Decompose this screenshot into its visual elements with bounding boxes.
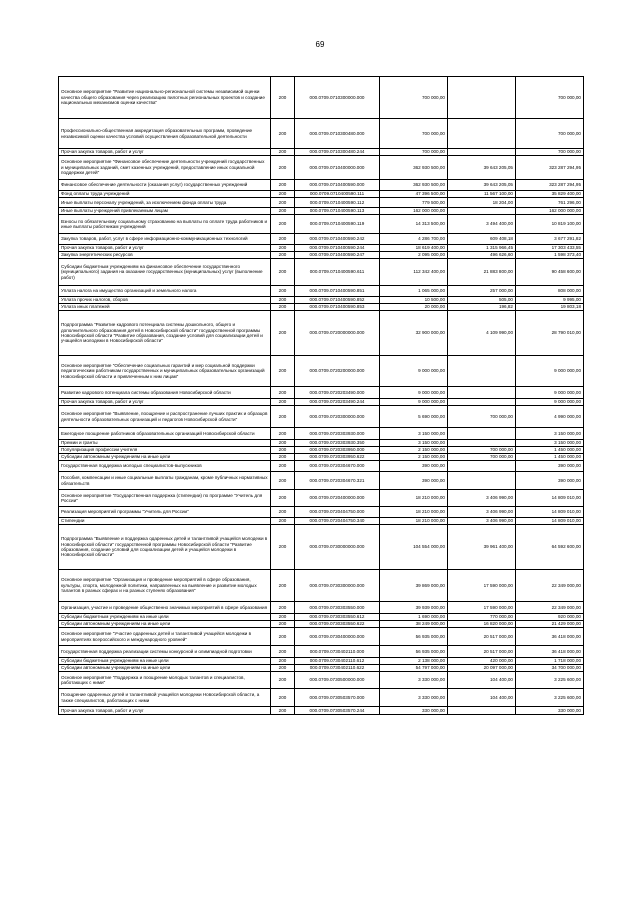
row-name-cell: Профессионально-общественная аккредитация образовательных программ, проведение независимой оценки качества условий осуществления образовательной деятельности: [59, 119, 271, 149]
row-kvsr-cell: 200: [271, 672, 295, 689]
row-change-cell: 20 517 000,00: [448, 628, 516, 646]
row-change-cell: [448, 428, 516, 440]
row-kvsr-cell: 200: [271, 180, 295, 191]
row-code-cell: 000.0709.0710400590.853: [295, 304, 380, 311]
row-change-cell: 18 204,00: [448, 198, 516, 208]
row-kvsr-cell: 200: [271, 440, 295, 447]
row-code-cell: 000.0709.0730303550.612: [295, 614, 380, 621]
row-amount-cell: 32 900 000,00: [380, 311, 448, 356]
row-total-cell: 64 592 600,00: [516, 525, 584, 570]
row-name-cell: Стипендии: [59, 518, 271, 525]
row-kvsr-cell: 200: [271, 689, 295, 707]
table-row: [59, 672, 584, 689]
row-amount-cell: 39 939 000,00: [380, 602, 448, 614]
table-row: [59, 621, 584, 628]
row-amount-cell: 2 150 000,00: [380, 447, 448, 454]
row-name-cell: Прочая закупка товаров, работ и услуг: [59, 245, 271, 252]
row-code-cell: 000.0709.0710400590.851: [295, 286, 380, 297]
row-code-cell: 000.0709.0710400590.112: [295, 198, 380, 208]
row-amount-cell: 700 000,00: [380, 77, 448, 119]
row-change-cell: 700 000,00: [448, 406, 516, 428]
row-kvsr-cell: 200: [271, 252, 295, 259]
row-change-cell: [448, 387, 516, 399]
row-total-cell: 1 598 373,40: [516, 252, 584, 259]
row-amount-cell: 362 930 500,00: [380, 156, 448, 180]
table-row: [59, 297, 584, 304]
table-row: [59, 406, 584, 428]
row-code-cell: 000.0709.0720300000.000: [295, 406, 380, 428]
table-row: [59, 490, 584, 507]
row-kvsr-cell: 200: [271, 356, 295, 387]
row-name-cell: Субсидии автономным учреждениям на иные цели: [59, 621, 271, 628]
row-total-cell: 9 995,00: [516, 297, 584, 304]
row-amount-cell: 5 690 000,00: [380, 406, 448, 428]
row-kvsr-cell: 200: [271, 119, 295, 149]
row-code-cell: 000.0709.0720303950.000: [295, 447, 380, 454]
table-row: [59, 507, 584, 518]
row-total-cell: 28 790 010,00: [516, 311, 584, 356]
table-row: [59, 77, 584, 119]
row-name-cell: Реализация мероприятий программы "Учитель для России": [59, 507, 271, 518]
row-name-cell: Пособия, компенсации и иные социальные выплаты гражданам, кроме публичных нормативных обязательств: [59, 472, 271, 490]
row-code-cell: 000.0709.0710400590.000: [295, 180, 380, 191]
row-amount-cell: 20 000,00: [380, 304, 448, 311]
row-name-cell: Уплата прочих налогов, сборов: [59, 297, 271, 304]
row-change-cell: [448, 77, 516, 119]
row-change-cell: 1 315 966,45: [448, 245, 516, 252]
row-change-cell: 104 400,00: [448, 672, 516, 689]
table-row: [59, 447, 584, 454]
table-row: [59, 570, 584, 602]
row-change-cell: 16 820 000,00: [448, 621, 516, 628]
row-amount-cell: 390 000,00: [380, 472, 448, 490]
row-total-cell: 3 225 600,00: [516, 672, 584, 689]
budget-table-body: [59, 77, 584, 715]
row-kvsr-cell: 200: [271, 507, 295, 518]
row-amount-cell: 779 500,00: [380, 198, 448, 208]
row-name-cell: Организация, участие и проведение общественно значимых мероприятий в сфере образования: [59, 602, 271, 614]
table-row: [59, 304, 584, 311]
row-total-cell: 700 000,00: [516, 77, 584, 119]
row-kvsr-cell: 200: [271, 570, 295, 602]
row-code-cell: 000.0709.0710400590.119: [295, 215, 380, 234]
table-row: [59, 198, 584, 208]
row-code-cell: 000.0709.0730503570.244: [295, 707, 380, 715]
row-change-cell: 17 590 000,00: [448, 570, 516, 602]
row-amount-cell: 47 396 500,00: [380, 191, 448, 198]
table-row: [59, 208, 584, 215]
row-code-cell: 000.0709.0710400590.111: [295, 191, 380, 198]
row-code-cell: 000.0709.0710400590.242: [295, 234, 380, 245]
row-change-cell: [448, 461, 516, 472]
row-kvsr-cell: 200: [271, 461, 295, 472]
row-amount-cell: 1 065 000,00: [380, 286, 448, 297]
row-amount-cell: 56 935 000,00: [380, 646, 448, 658]
row-code-cell: 000.0709.0720304670.000: [295, 461, 380, 472]
table-row: [59, 387, 584, 399]
table-row: [59, 707, 584, 715]
row-kvsr-cell: 200: [271, 387, 295, 399]
row-total-cell: 36 418 000,00: [516, 646, 584, 658]
row-amount-cell: 3 330 000,00: [380, 672, 448, 689]
row-kvsr-cell: 200: [271, 614, 295, 621]
row-change-cell: 104 400,00: [448, 689, 516, 707]
row-total-cell: 34 700 000,00: [516, 665, 584, 672]
row-amount-cell: 162 000 000,00: [380, 208, 448, 215]
row-name-cell: Иные выплаты учреждений привлекаемым лицам: [59, 208, 271, 215]
row-change-cell: 3 406 990,00: [448, 507, 516, 518]
row-change-cell: 17 590 000,00: [448, 602, 516, 614]
row-code-cell: 000.0709.0720203490.244: [295, 399, 380, 406]
row-change-cell: 20 097 000,00: [448, 665, 516, 672]
row-name-cell: Уплата иных платежей: [59, 304, 271, 311]
row-total-cell: 22 349 000,00: [516, 570, 584, 602]
row-code-cell: 000.0709.0720304670.321: [295, 472, 380, 490]
row-amount-cell: 2 095 000,00: [380, 252, 448, 259]
table-row: [59, 518, 584, 525]
row-code-cell: 000.0709.0730303550.000: [295, 602, 380, 614]
row-kvsr-cell: 200: [271, 297, 295, 304]
row-kvsr-cell: 200: [271, 602, 295, 614]
row-change-cell: 496 626,60: [448, 252, 516, 259]
row-name-cell: Основное мероприятие "Финансовое обеспечение деятельности учреждений государственных и муниципальных заданий, смет казенных учреждений, предоставление иных социальной поддержки детей": [59, 156, 271, 180]
table-row: [59, 472, 584, 490]
row-name-cell: Подпрограмма "Выявление и поддержка одаренных детей и талантливой учащейся молодежи в Новосибирской области" государственной программы Новосибирской области "Развитие образования, создание условий для социализации детей и учащейся молодежи в Новосибирской области": [59, 525, 271, 570]
row-total-cell: 808 000,00: [516, 286, 584, 297]
row-amount-cell: 362 930 500,00: [380, 180, 448, 191]
row-code-cell: 000.0709.0710300480.244: [295, 149, 380, 156]
row-total-cell: 14 809 010,00: [516, 518, 584, 525]
row-kvsr-cell: 200: [271, 665, 295, 672]
row-kvsr-cell: 200: [271, 454, 295, 461]
row-kvsr-cell: 200: [271, 234, 295, 245]
row-change-cell: 20 517 000,00: [448, 646, 516, 658]
row-total-cell: 21 429 000,00: [516, 621, 584, 628]
table-row: [59, 286, 584, 297]
row-kvsr-cell: 200: [271, 311, 295, 356]
row-name-cell: Закупка энергетических ресурсов: [59, 252, 271, 259]
row-code-cell: 000.0709.0720303930.350: [295, 440, 380, 447]
row-change-cell: 770 000,00: [448, 614, 516, 621]
row-amount-cell: 9 000 000,00: [380, 399, 448, 406]
row-change-cell: 700 000,00: [448, 447, 516, 454]
row-name-cell: Взносы по обязательному социальному страхованию на выплаты по оплате труда работников и иные выплаты работникам учреждений: [59, 215, 271, 234]
row-code-cell: 000.0709.0720404750.000: [295, 507, 380, 518]
table-row: [59, 614, 584, 621]
row-amount-cell: 4 286 700,00: [380, 234, 448, 245]
row-amount-cell: 56 935 000,00: [380, 628, 448, 646]
row-name-cell: Премии и гранты: [59, 440, 271, 447]
row-amount-cell: 9 000 000,00: [380, 356, 448, 387]
row-change-cell: [448, 707, 516, 715]
row-total-cell: 19 803,18: [516, 304, 584, 311]
row-code-cell: 000.0709.0730300000.000: [295, 570, 380, 602]
row-kvsr-cell: 200: [271, 245, 295, 252]
table-row: [59, 149, 584, 156]
row-change-cell: 700 000,00: [448, 454, 516, 461]
table-row: [59, 689, 584, 707]
row-code-cell: 000.0709.0730503570.000: [295, 689, 380, 707]
row-name-cell: Прочая закупка товаров, работ и услуг: [59, 399, 271, 406]
row-name-cell: Развитие кадрового потенциала системы образования Новосибирской области: [59, 387, 271, 399]
row-amount-cell: 54 797 000,00: [380, 665, 448, 672]
row-amount-cell: 18 210 000,00: [380, 507, 448, 518]
table-row: [59, 658, 584, 665]
row-amount-cell: 112 342 400,00: [380, 259, 448, 286]
row-amount-cell: 2 138 000,00: [380, 658, 448, 665]
row-amount-cell: 1 690 000,00: [380, 614, 448, 621]
row-kvsr-cell: 200: [271, 77, 295, 119]
row-kvsr-cell: 200: [271, 399, 295, 406]
table-row: [59, 646, 584, 658]
row-kvsr-cell: 200: [271, 490, 295, 507]
row-kvsr-cell: 200: [271, 447, 295, 454]
row-amount-cell: 3 330 000,00: [380, 689, 448, 707]
row-kvsr-cell: 200: [271, 215, 295, 234]
row-change-cell: 3 406 990,00: [448, 518, 516, 525]
row-name-cell: Основное мероприятие "Выявление, поощрение и распространение лучших практик и образцов деятельности образовательных организаций и педагогов Новосибирской области": [59, 406, 271, 428]
row-amount-cell: 390 000,00: [380, 461, 448, 472]
row-total-cell: 22 349 000,00: [516, 602, 584, 614]
row-change-cell: [448, 356, 516, 387]
row-change-cell: [448, 208, 516, 215]
row-kvsr-cell: 200: [271, 518, 295, 525]
table-row: [59, 628, 584, 646]
row-kvsr-cell: 200: [271, 208, 295, 215]
row-code-cell: 000.0709.0720404750.340: [295, 518, 380, 525]
row-change-cell: [448, 440, 516, 447]
row-change-cell: [448, 472, 516, 490]
row-name-cell: Основное мероприятие "Обеспечение социальных гарантий и мер социальной поддержки педагогическим работникам государственных и муниципальных образовательных организаций Новосибирской области и привлеченным к ним лицам": [59, 356, 271, 387]
row-total-cell: 3 150 000,00: [516, 440, 584, 447]
row-total-cell: 9 000 000,00: [516, 399, 584, 406]
row-amount-cell: 14 313 500,00: [380, 215, 448, 234]
row-kvsr-cell: 200: [271, 406, 295, 428]
row-name-cell: Поощрение одаренных детей и талантливой учащейся молодежи Новосибирской области, а также специалистов, работающих с ними: [59, 689, 271, 707]
row-kvsr-cell: 200: [271, 525, 295, 570]
row-code-cell: 000.0709.0730400000.000: [295, 628, 380, 646]
row-total-cell: 9 000 000,00: [516, 356, 584, 387]
table-row: [59, 156, 584, 180]
row-total-cell: 3 225 600,00: [516, 689, 584, 707]
row-code-cell: 000.0709.0720000000.000: [295, 311, 380, 356]
row-total-cell: 761 296,00: [516, 198, 584, 208]
row-change-cell: 3 494 400,00: [448, 215, 516, 234]
row-name-cell: Основное мероприятие "Организация и проведение мероприятий в сфере образования, культуры, спорта, молодежной политики, направленных на выявление и развитие молодых талантов в разных сферах и на разных ступенях образования": [59, 570, 271, 602]
row-kvsr-cell: 200: [271, 646, 295, 658]
row-name-cell: Субсидии автономным учреждениям на иные цели: [59, 665, 271, 672]
row-name-cell: Субсидии бюджетным учреждениям на финансовое обеспечение государственного (муниципального) задания на оказание государственных (муниципальных) услуг (выполнение работ): [59, 259, 271, 286]
row-change-cell: 257 000,00: [448, 286, 516, 297]
table-row: [59, 440, 584, 447]
row-total-cell: 3 677 291,82: [516, 234, 584, 245]
row-change-cell: 21 883 800,00: [448, 259, 516, 286]
row-total-cell: 9 000 000,00: [516, 387, 584, 399]
row-amount-cell: 38 249 000,00: [380, 621, 448, 628]
row-name-cell: Закупка товаров, работ, услуг в сфере информационно-коммуникационных технологий: [59, 234, 271, 245]
table-row: [59, 602, 584, 614]
row-name-cell: Прочая закупка товаров, работ и услуг: [59, 149, 271, 156]
row-amount-cell: 18 619 400,00: [380, 245, 448, 252]
row-name-cell: Прочая закупка товаров, работ и услуг: [59, 707, 271, 715]
row-name-cell: Субсидии бюджетным учреждениям на иные цели: [59, 614, 271, 621]
row-total-cell: 162 000 000,00: [516, 208, 584, 215]
row-code-cell: 000.0709.0730402110.622: [295, 665, 380, 672]
table-row: [59, 665, 584, 672]
row-change-cell: 39 643 205,05: [448, 156, 516, 180]
table-row: [59, 119, 584, 149]
row-amount-cell: 2 150 000,00: [380, 454, 448, 461]
row-amount-cell: 3 150 000,00: [380, 440, 448, 447]
row-amount-cell: 104 554 000,00: [380, 525, 448, 570]
row-change-cell: [448, 119, 516, 149]
row-change-cell: 11 567 100,00: [448, 191, 516, 198]
row-name-cell: Субсидии автономным учреждениям на иные цели: [59, 454, 271, 461]
row-name-cell: Основное мероприятие "Поддержка и поощрение молодых талантов и специалистов, работающих с ними": [59, 672, 271, 689]
row-code-cell: 000.0709.0710300480.000: [295, 119, 380, 149]
table-row: [59, 180, 584, 191]
row-change-cell: 505,00: [448, 297, 516, 304]
row-kvsr-cell: 200: [271, 707, 295, 715]
row-kvsr-cell: 200: [271, 259, 295, 286]
table-row: [59, 245, 584, 252]
row-kvsr-cell: 200: [271, 472, 295, 490]
row-amount-cell: 9 000 000,00: [380, 387, 448, 399]
row-name-cell: Ежегодное поощрение работников образовательных организаций Новосибирской области: [59, 428, 271, 440]
row-change-cell: 420 000,00: [448, 658, 516, 665]
row-total-cell: 323 287 294,95: [516, 180, 584, 191]
row-code-cell: 000.0709.0710400000.000: [295, 156, 380, 180]
row-total-cell: 90 458 600,00: [516, 259, 584, 286]
row-kvsr-cell: 200: [271, 621, 295, 628]
table-row: [59, 356, 584, 387]
row-code-cell: 000.0709.0710400590.611: [295, 259, 380, 286]
row-total-cell: 17 303 433,55: [516, 245, 584, 252]
table-row: [59, 311, 584, 356]
row-total-cell: 4 990 000,00: [516, 406, 584, 428]
row-name-cell: Основное мероприятие "Государственная поддержка (стипендии) по программе "Учитель для России": [59, 490, 271, 507]
row-amount-cell: 330 000,00: [380, 707, 448, 715]
row-total-cell: 390 000,00: [516, 472, 584, 490]
row-kvsr-cell: 200: [271, 156, 295, 180]
row-code-cell: 000.0709.0730000000.000: [295, 525, 380, 570]
row-change-cell: 609 408,18: [448, 234, 516, 245]
row-total-cell: 1 450 000,00: [516, 447, 584, 454]
row-code-cell: 000.0709.0710400590.852: [295, 297, 380, 304]
table-row: [59, 399, 584, 406]
row-kvsr-cell: 200: [271, 628, 295, 646]
row-amount-cell: 700 000,00: [380, 119, 448, 149]
row-amount-cell: 39 869 000,00: [380, 570, 448, 602]
page-number: 69: [315, 40, 325, 49]
row-name-cell: Финансовое обеспечение деятельности (оказания услуг) государственных учреждений: [59, 180, 271, 191]
table-row: [59, 428, 584, 440]
row-kvsr-cell: 200: [271, 198, 295, 208]
row-change-cell: 39 961 400,00: [448, 525, 516, 570]
row-code-cell: 000.0709.0720303950.622: [295, 454, 380, 461]
table-row: [59, 234, 584, 245]
row-name-cell: Основное мероприятие "Участие одаренных детей и талантливой учащейся молодежи в мероприятиях всероссийского и международного уровней": [59, 628, 271, 646]
row-code-cell: 000.0709.0710400590.247: [295, 252, 380, 259]
row-change-cell: [448, 149, 516, 156]
table-row: [59, 525, 584, 570]
row-total-cell: 390 000,00: [516, 461, 584, 472]
row-name-cell: Основное мероприятие "Развитие национально-региональной системы независимой оценки качества общего образования через реализацию пилотных региональных проектов и создание национальных механизмов оценки качества": [59, 77, 271, 119]
row-total-cell: 1 718 000,00: [516, 658, 584, 665]
row-change-cell: 3 406 990,00: [448, 490, 516, 507]
row-name-cell: Подпрограмма "Развитие кадрового потенциала системы дошкольного, общего и дополнительного образования детей в Новосибирской области" государственной программы Новосибирской области "Развитие образования, создание условий для социализации детей и учащейся молодежи в Новосибирской области": [59, 311, 271, 356]
row-total-cell: 330 000,00: [516, 707, 584, 715]
table-row: [59, 215, 584, 234]
row-total-cell: 14 809 010,00: [516, 490, 584, 507]
row-amount-cell: 700 000,00: [380, 149, 448, 156]
row-name-cell: Государственная поддержка молодых специалистов-выпускников: [59, 461, 271, 472]
table-row: [59, 461, 584, 472]
row-name-cell: Иные выплаты персоналу учреждений, за исключением фонда оплаты труда: [59, 198, 271, 208]
row-kvsr-cell: 200: [271, 191, 295, 198]
row-change-cell: 196,82: [448, 304, 516, 311]
row-change-cell: [448, 399, 516, 406]
row-name-cell: Уплата налога на имущество организаций и земельного налога: [59, 286, 271, 297]
row-change-cell: 4 109 990,00: [448, 311, 516, 356]
row-name-cell: Субсидии бюджетным учреждениям на иные цели: [59, 658, 271, 665]
row-amount-cell: 3 150 000,00: [380, 428, 448, 440]
row-total-cell: 700 000,00: [516, 119, 584, 149]
row-total-cell: 1 450 000,00: [516, 454, 584, 461]
row-code-cell: 000.0709.0710300000.000: [295, 77, 380, 119]
row-total-cell: 920 000,00: [516, 614, 584, 621]
row-total-cell: 35 829 400,00: [516, 191, 584, 198]
row-code-cell: 000.0709.0720200000.000: [295, 356, 380, 387]
row-code-cell: 000.0709.0710400590.113: [295, 208, 380, 215]
row-kvsr-cell: 200: [271, 149, 295, 156]
row-code-cell: 000.0709.0720400000.000: [295, 490, 380, 507]
row-kvsr-cell: 200: [271, 304, 295, 311]
row-code-cell: 000.0709.0730402110.612: [295, 658, 380, 665]
row-change-cell: 39 643 205,05: [448, 180, 516, 191]
row-code-cell: 000.0709.0730500000.000: [295, 672, 380, 689]
row-total-cell: 36 418 000,00: [516, 628, 584, 646]
row-total-cell: 3 150 000,00: [516, 428, 584, 440]
row-code-cell: 000.0709.0710400590.244: [295, 245, 380, 252]
row-kvsr-cell: 200: [271, 286, 295, 297]
row-code-cell: 000.0709.0720203490.000: [295, 387, 380, 399]
row-kvsr-cell: 200: [271, 658, 295, 665]
budget-table: [58, 76, 584, 715]
row-amount-cell: 10 500,00: [380, 297, 448, 304]
table-row: [59, 454, 584, 461]
table-row: [59, 191, 584, 198]
table-row: [59, 252, 584, 259]
row-code-cell: 000.0709.0730303550.622: [295, 621, 380, 628]
row-code-cell: 000.0709.0730402110.000: [295, 646, 380, 658]
row-total-cell: 14 809 010,00: [516, 507, 584, 518]
row-name-cell: Популяризация профессии учителя: [59, 447, 271, 454]
row-amount-cell: 18 210 000,00: [380, 518, 448, 525]
row-kvsr-cell: 200: [271, 428, 295, 440]
row-code-cell: 000.0709.0720303930.000: [295, 428, 380, 440]
row-total-cell: 700 000,00: [516, 149, 584, 156]
row-amount-cell: 18 210 000,00: [380, 490, 448, 507]
row-name-cell: Государственная поддержка реализации системы конкурсной и олимпиадной подготовки: [59, 646, 271, 658]
table-row: [59, 259, 584, 286]
row-total-cell: 323 287 294,95: [516, 156, 584, 180]
row-name-cell: Фонд оплаты труда учреждений: [59, 191, 271, 198]
row-total-cell: 10 819 100,00: [516, 215, 584, 234]
